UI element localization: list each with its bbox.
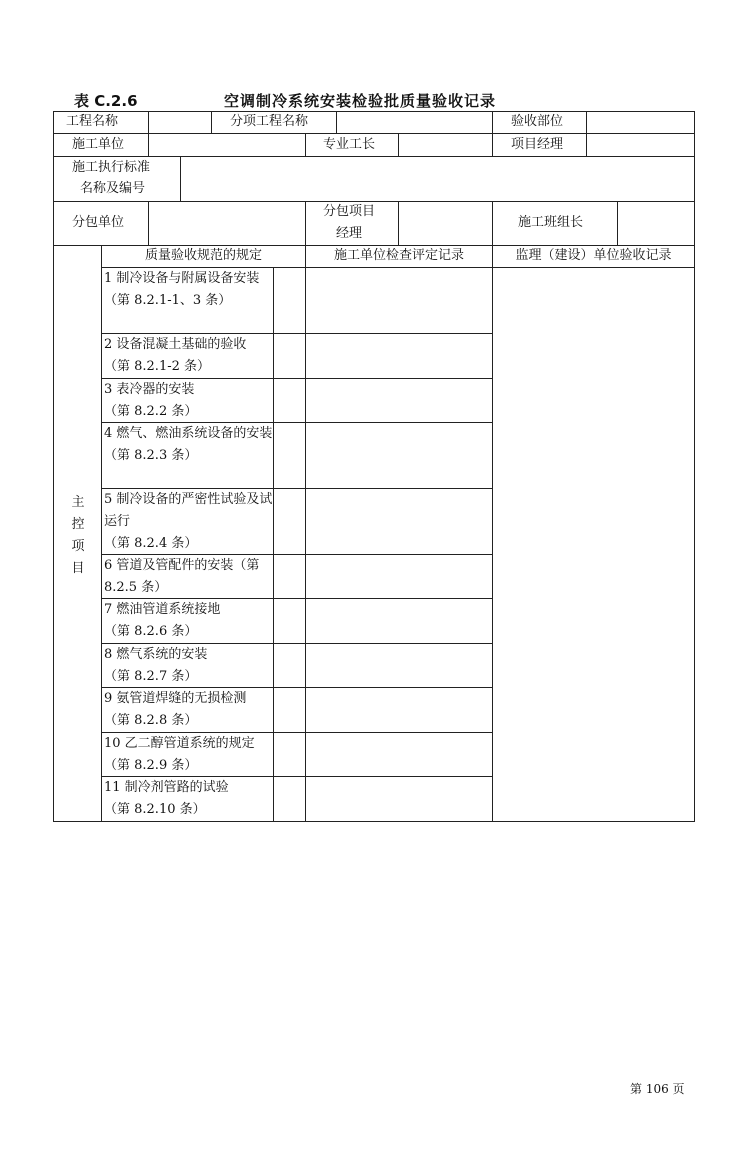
list-item: 7 燃油管道系统接地 （第 8.2.6 条） (104, 602, 221, 639)
label-construction-unit: 施工单位 (72, 137, 125, 152)
list-item: 3 表冷器的安装 （第 8.2.2 条） (104, 382, 198, 419)
label-subproject-name: 分项工程名称 (230, 114, 309, 129)
form-title: 空调制冷系统安装检验批质量验收记录 (224, 92, 497, 110)
label-subcontractor: 分包单位 (72, 215, 125, 230)
list-item: 1 制冷设备与附属设备安装 （第 8.2.1-1、3 条） (104, 271, 260, 308)
list-item: 11 制冷剂管路的试验 （第 8.2.10 条） (104, 780, 229, 817)
list-item: 6 管道及管配件的安装（第 8.2.5 条） (104, 558, 260, 595)
page-number: 第 106 页 (630, 1082, 685, 1096)
list-item: 2 设备混凝土基础的验收 （第 8.2.1-2 条） (104, 337, 247, 374)
col-header-spec: 质量验收规范的规定 (144, 248, 262, 263)
label-acceptance-part: 验收部位 (511, 114, 564, 129)
main-control-items-label: 主 控 项 目 (71, 495, 85, 576)
label-foreman: 专业工长 (323, 137, 376, 152)
list-item: 9 氨管道焊缝的无损检测 （第 8.2.8 条） (104, 691, 247, 728)
label-team-leader: 施工班组长 (518, 215, 584, 230)
list-item: 10 乙二醇管道系统的规定 （第 8.2.9 条） (104, 736, 255, 773)
form-heading (0, 90, 748, 110)
label-project-manager: 项目经理 (511, 137, 564, 152)
label-project-name: 工程名称 (66, 114, 119, 129)
list-item: 5 制冷设备的严密性试验及试运行 （第 8.2.4 条） (104, 492, 273, 551)
label-standard-line1: 施工执行标准 (72, 160, 151, 175)
col-header-supervisor-record: 监理（建设）单位验收记录 (515, 248, 672, 263)
list-item: 8 燃气系统的安装 （第 8.2.7 条） (104, 647, 208, 684)
list-item: 4 燃气、燃油系统设备的安装 （第 8.2.3 条） (104, 426, 273, 463)
label-standard-line2: 名称及编号 (80, 181, 146, 196)
table-code: 表 C.2.6 (74, 92, 138, 110)
label-sub-pm-line2: 经理 (336, 226, 363, 241)
label-sub-pm-line1: 分包项目 (323, 204, 376, 219)
col-header-contractor-record: 施工单位检查评定记录 (333, 248, 464, 263)
